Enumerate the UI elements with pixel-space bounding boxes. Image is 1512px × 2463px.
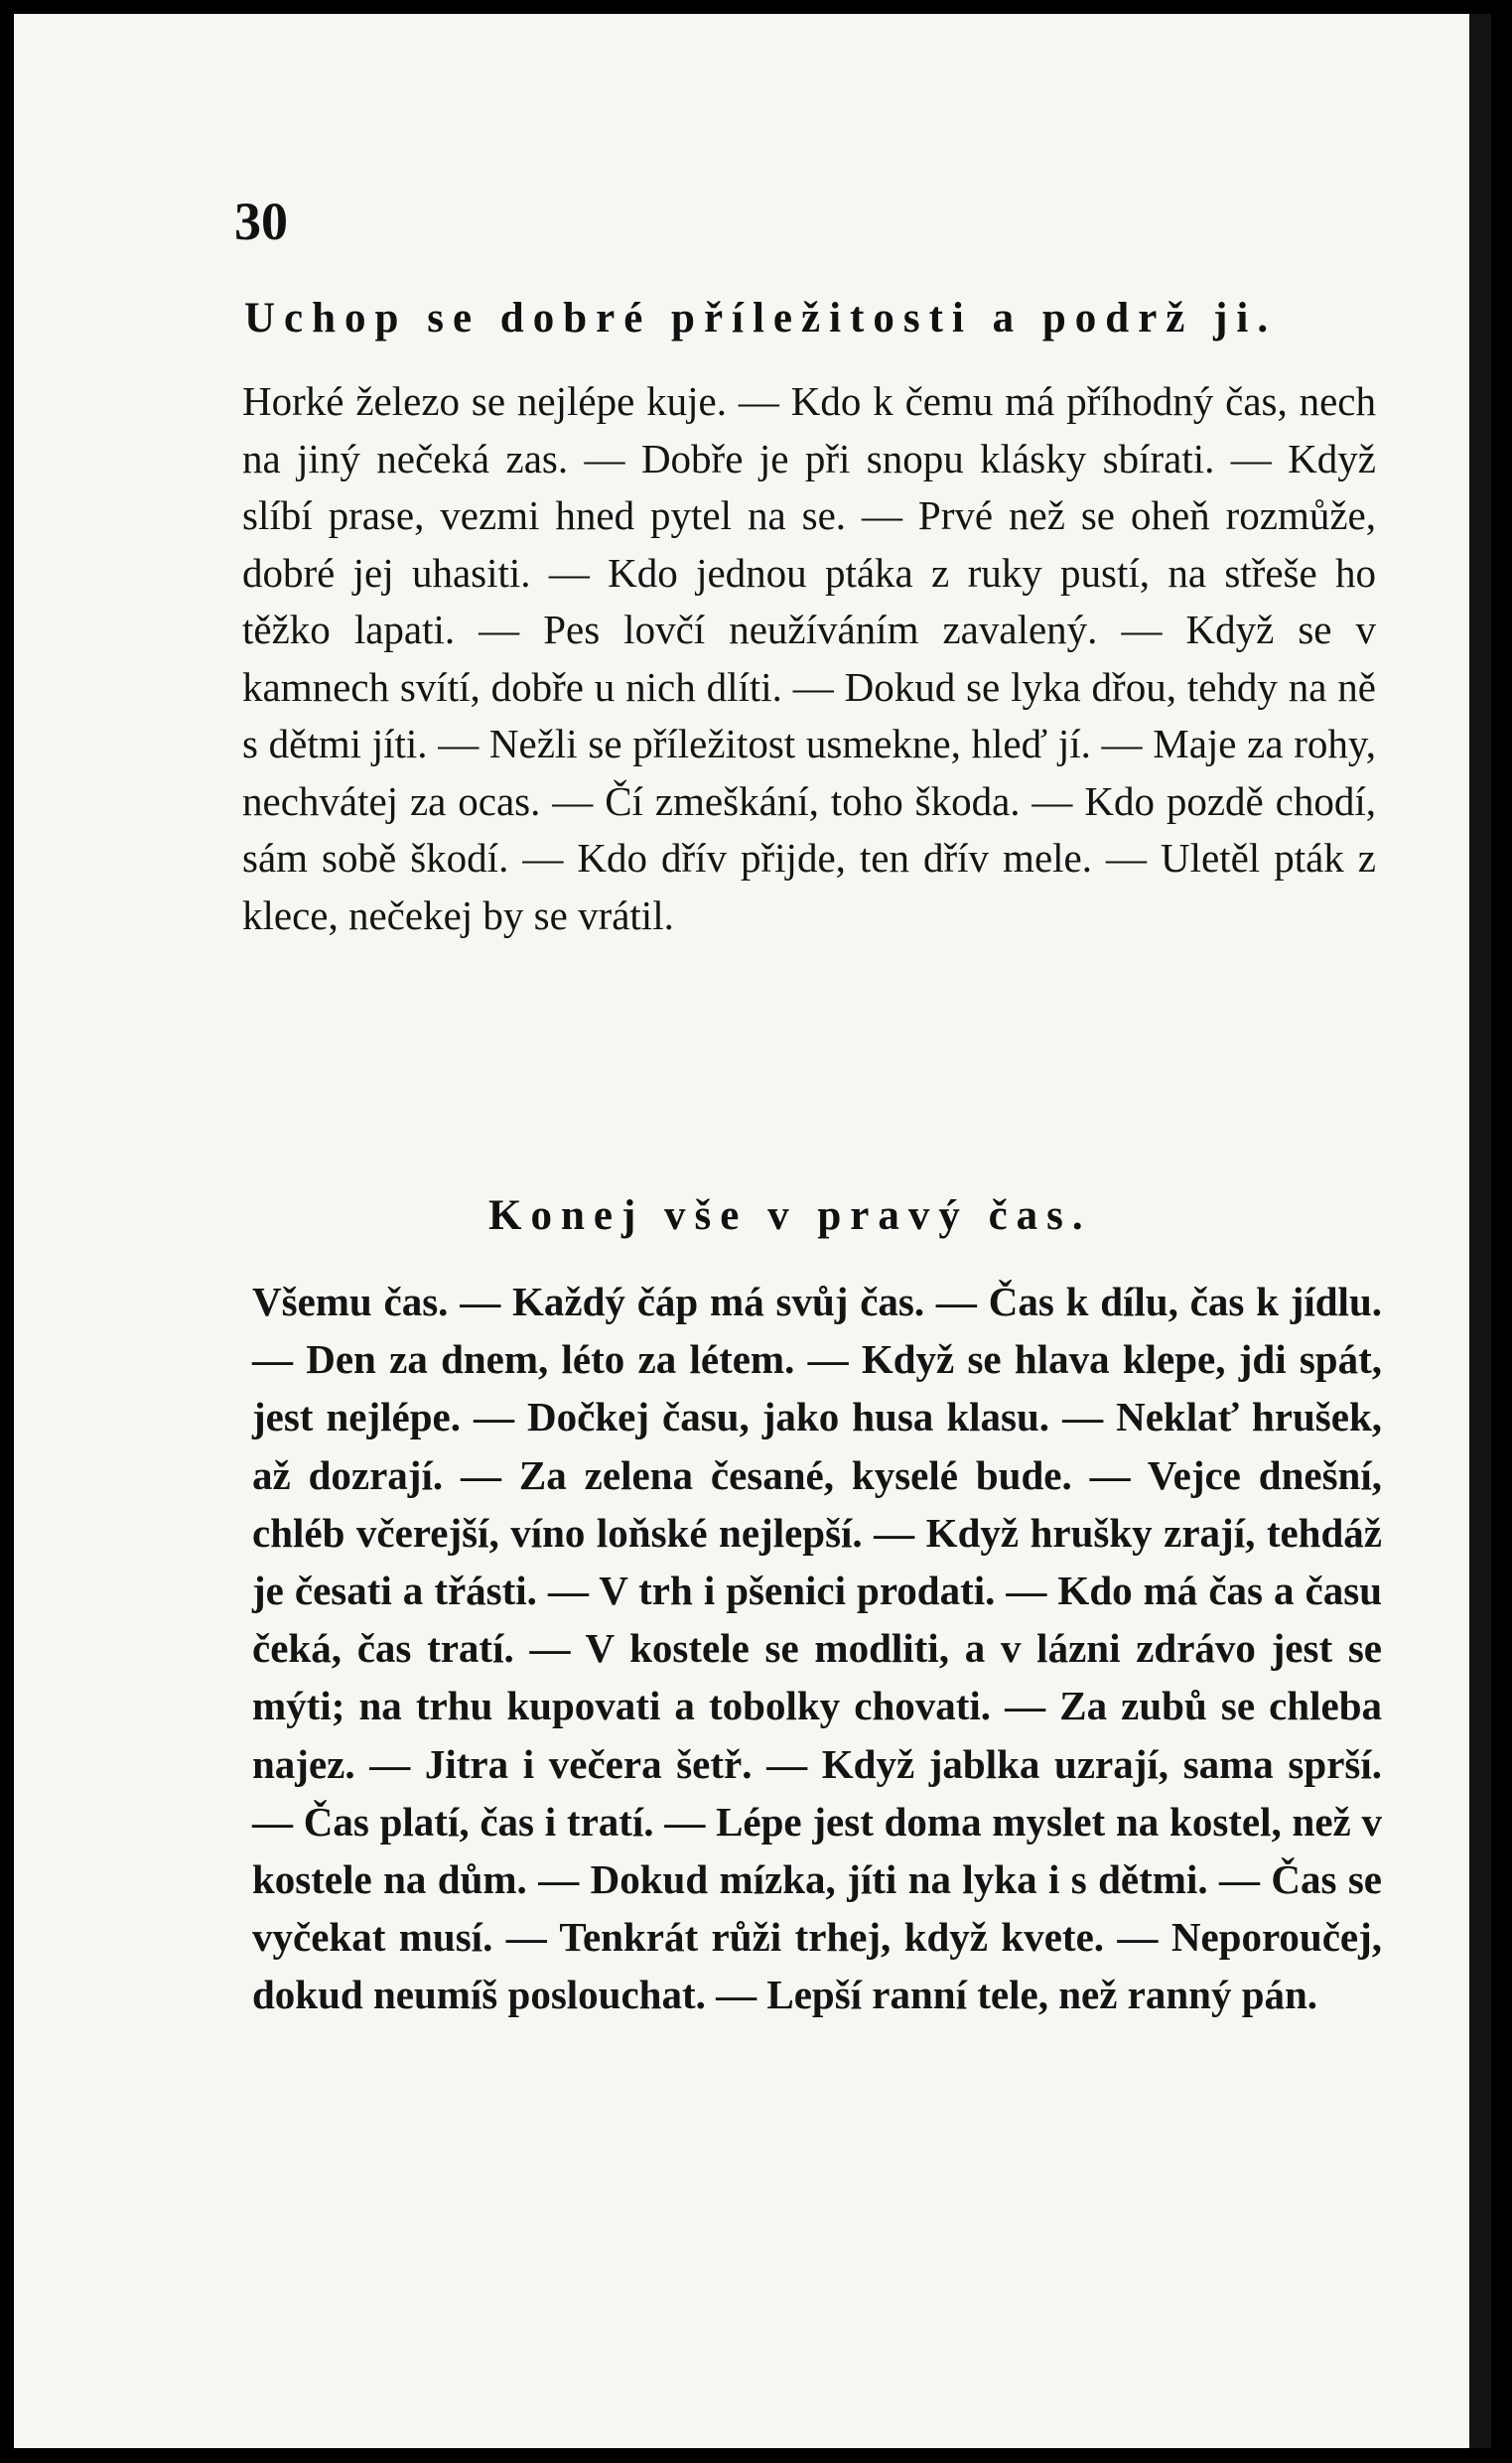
section-heading-1: Uchop se dobré příležitosti a podrž ji. [244,295,1278,342]
section-paragraph-2: Všemu čas. — Každý čáp má svůj čas. — Čas k dílu, čas k jídlu. — Den za dnem, léto za létem. — Když se hlava klepe, jdi spát, jest nejlépe. — Dočkej času, jako husa klasu. — Neklať hrušek, až dozrají. — Za zelena česané, kyselé bude. — Vejce dnešní, chléb včerejší, víno loňské nejlepší. — Když hrušky zrají, tehdáž je česati a třásti. — V trh i pšenici prodati. — Kdo má čas a času čeká, čas tratí. — V kostele se modliti, a v lázni zdrávo jest se mýti; na trhu kupovati a tobolky chovati. — Za zubů se chleba najez. — Jitra i večera šetř. — Když jablka uzrají, sama sprší. — Čas platí, čas i tratí. — Lépe jest doma myslet na kostel, než v kostele na dům. — Dokud mízka, jíti na lyka i s dětmi. — Čas se vyčekat musí. — Tenkrát růži trhej, když kvete. — Neporoučej, dokud neumíš poslouchat. — Lepší ranní tele, než ranný pán. [252,1279,1382,2018]
book-page [14,14,1491,2448]
section-paragraph-1: Horké železo se nejlépe kuje. — Kdo k čemu má příhodný čas, nech na jiný nečeká zas. — Dobře je při snopu klásky sbírati. — Když slíbí prase, vezmi hned pytel na se. — Prvé než se oheň rozmůže, dobré jej uhasiti. — Kdo jednou ptáka z ruky pustí, na střeše ho těžko lapati. — Pes lovčí neužíváním zavalený. — Když se v kamnech svítí, dobře u nich dlíti. — Dokud se lyka dřou, tehdy na ně s dětmi jíti. — Nežli se příležitost usmekne, hleď jí. — Maje za rohy, nechvátej za ocas. — Čí zmeškání, toho škoda. — Kdo pozdě chodí, sám sobě škodí. — Kdo dřív přijde, ten dřív mele. — Uletěl pták z klece, nečekej by se vrátil. [242,378,1376,938]
page-edge-shadow [1469,14,1491,2448]
section-heading-2: Konej vše v pravý čas. [488,1192,1092,1239]
page-number: 30 [234,192,288,251]
